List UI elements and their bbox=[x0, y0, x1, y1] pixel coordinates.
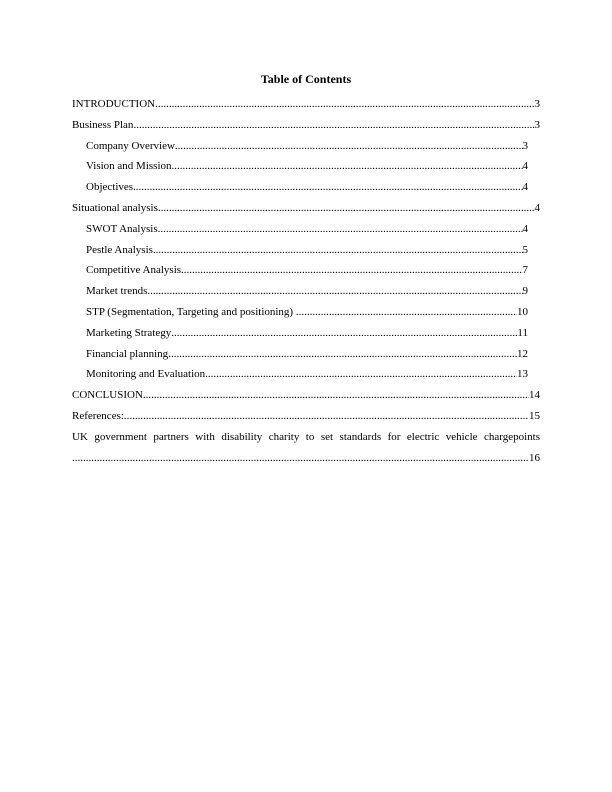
toc-entry-label: Vision and Mission bbox=[86, 160, 172, 173]
toc-entry-label: Company Overview bbox=[86, 139, 175, 152]
toc-entry-page: 4 bbox=[534, 201, 540, 214]
toc-entry-label: References: bbox=[72, 409, 124, 422]
toc-leader-dots bbox=[205, 367, 517, 381]
toc-entry-vision-and-mission[interactable] bbox=[72, 159, 528, 180]
toc-entry-stp[interactable] bbox=[72, 305, 528, 326]
toc-entry-marketing-strategy[interactable] bbox=[72, 326, 528, 347]
toc-entry-page: 7 bbox=[522, 264, 528, 277]
toc-entry-market-trends[interactable] bbox=[72, 284, 528, 305]
toc-entry-page: 5 bbox=[522, 243, 528, 256]
toc-entry-financial-planning[interactable] bbox=[72, 347, 528, 368]
toc-entry-label: SWOT Analysis bbox=[86, 222, 158, 235]
toc-leader-dots bbox=[147, 284, 522, 298]
toc-entry-label: INTRODUCTION bbox=[72, 98, 156, 110]
toc-leader-dots bbox=[124, 409, 529, 423]
toc-entry-swot-analysis[interactable] bbox=[72, 222, 528, 243]
toc-leader-dots bbox=[72, 451, 529, 465]
toc-leader-dots bbox=[175, 139, 523, 153]
toc-leader-dots bbox=[133, 180, 522, 194]
toc-entry-monitoring-and-evaluation[interactable] bbox=[72, 367, 528, 388]
toc-leader-dots bbox=[181, 263, 522, 277]
toc-entry-label: Financial planning bbox=[86, 347, 169, 360]
toc-entry-label: Situational analysis bbox=[72, 201, 158, 214]
toc-leader-dots bbox=[143, 388, 529, 402]
toc-entry-page: 11 bbox=[517, 326, 528, 339]
toc-leader-dots bbox=[158, 222, 523, 236]
toc-entry-page: 12 bbox=[517, 347, 528, 360]
toc-leader-dots bbox=[172, 159, 523, 173]
toc-entry-business-plan[interactable] bbox=[72, 118, 540, 139]
toc-leader-dots bbox=[296, 305, 517, 319]
toc-leader-dots bbox=[171, 326, 517, 340]
toc-entry-page: 3 bbox=[522, 139, 528, 152]
toc-entry-label: Monitoring and Evaluation bbox=[86, 368, 206, 381]
toc-entry-page: 4 bbox=[522, 181, 528, 194]
toc-leader-dots bbox=[158, 201, 535, 215]
toc-title: Table of Contents bbox=[260, 72, 352, 86]
toc-entry-label: Competitive Analysis bbox=[86, 264, 182, 277]
toc-entry-page: 10 bbox=[517, 305, 528, 318]
toc-list bbox=[72, 97, 540, 471]
toc-entry-introduction[interactable] bbox=[72, 97, 540, 118]
toc-entry-conclusion[interactable] bbox=[72, 388, 540, 409]
toc-leader-dots bbox=[168, 347, 517, 361]
toc-entry-situational-analysis[interactable] bbox=[72, 201, 540, 222]
toc-entry-page: 4 bbox=[522, 160, 528, 173]
toc-entry-uk-government-chargepoints[interactable] bbox=[72, 430, 540, 472]
toc-entry-page: 16 bbox=[529, 451, 540, 464]
toc-entry-leader-line bbox=[72, 451, 540, 472]
toc-entry-label: Pestle Analysis bbox=[86, 243, 153, 256]
toc-entry-label: CONCLUSION bbox=[72, 389, 143, 402]
toc-leader-dots bbox=[153, 243, 523, 257]
toc-entry-pestle-analysis[interactable] bbox=[72, 243, 528, 264]
toc-entry-competitive-analysis[interactable] bbox=[72, 263, 528, 284]
toc-entry-label: Market trends bbox=[86, 285, 148, 298]
toc-entry-references[interactable] bbox=[72, 409, 540, 430]
toc-entry-page: 13 bbox=[517, 368, 528, 381]
toc-entry-label: UK government partners with disability charity to set standards for electric vehicle chargepoints bbox=[72, 430, 540, 443]
toc-leader-dots bbox=[155, 97, 534, 111]
toc-entry-page: 9 bbox=[522, 285, 528, 298]
toc-entry-page: 3 bbox=[534, 118, 540, 131]
toc-entry-objectives[interactable] bbox=[72, 180, 528, 201]
toc-entry-label: Marketing Strategy bbox=[86, 326, 172, 339]
toc-entry-page: 15 bbox=[529, 409, 540, 422]
toc-leader-dots bbox=[133, 118, 534, 132]
toc-entry-company-overview[interactable] bbox=[72, 139, 528, 160]
toc-entry-label: Objectives bbox=[86, 181, 134, 194]
toc-entry-label: STP (Segmentation, Targeting and positioning) bbox=[86, 305, 296, 318]
toc-entry-page: 4 bbox=[522, 222, 528, 235]
toc-entry-label: Business Plan bbox=[72, 118, 134, 131]
toc-entry-page: 14 bbox=[529, 389, 540, 402]
toc-entry-page: 3 bbox=[534, 98, 540, 110]
